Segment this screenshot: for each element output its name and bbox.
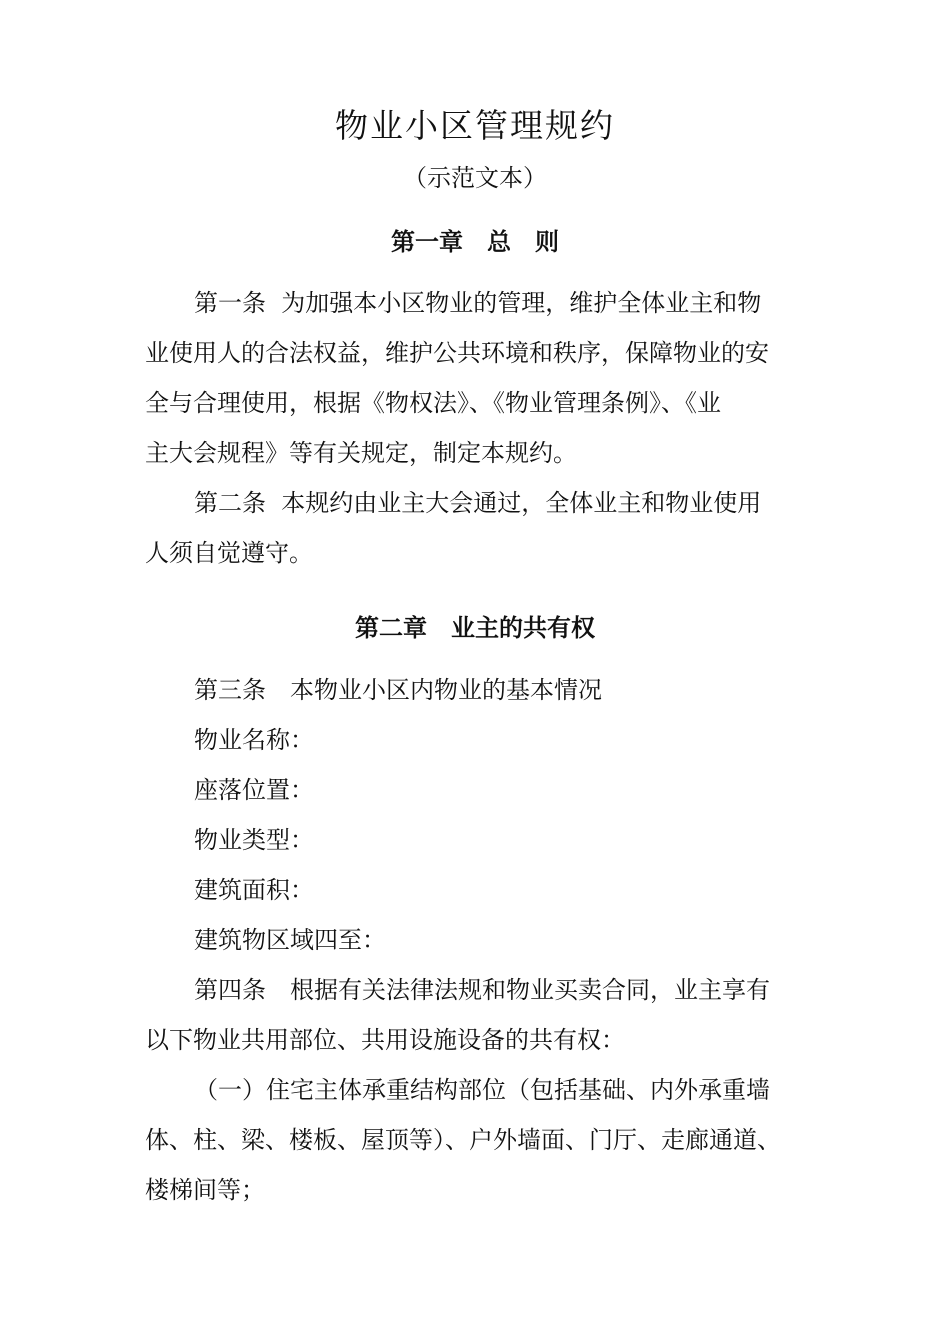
article-4-item-1-line-2: 体、柱、梁、楼板、屋顶等）、户外墙面、门厅、走廊通道、 — [145, 1126, 781, 1154]
building-area-field: 建筑面积： — [194, 876, 314, 904]
article-3-line-1: 第三条 本物业小区内物业的基本情况 — [194, 676, 602, 704]
property-name-field: 物业名称： — [194, 726, 314, 754]
article-4-item-1-line-3: 楼梯间等； — [145, 1176, 265, 1204]
article-4-line-2: 以下物业共用部位、共用设施设备的共有权： — [145, 1026, 625, 1054]
article-4-line-1: 第四条 根据有关法律法规和物业买卖合同，业主享有 — [194, 976, 770, 1004]
article-1-line-1: 第一条 为加强本小区物业的管理，维护全体业主和物 — [194, 289, 762, 317]
article-1-line-2: 业使用人的合法权益，维护公共环境和秩序，保障物业的安 — [145, 339, 769, 367]
building-bounds-field: 建筑物区域四至： — [194, 926, 386, 954]
document-title: 物业小区管理规约 — [335, 106, 615, 145]
chapter-2-heading: 第二章 业主的共有权 — [355, 614, 595, 642]
article-1-line-4: 主大会规程》等有关规定，制定本规约。 — [145, 439, 577, 467]
article-2-line-2: 人须自觉遵守。 — [145, 539, 313, 567]
document-subtitle: （示范文本） — [403, 164, 547, 192]
article-2-line-1: 第二条 本规约由业主大会通过，全体业主和物业使用 — [194, 489, 762, 517]
article-4-item-1-line-1: （一）住宅主体承重结构部位（包括基础、内外承重墙 — [194, 1076, 770, 1104]
chapter-1-heading: 第一章 总 则 — [391, 228, 559, 256]
article-1-line-3: 全与合理使用，根据《物权法》、《物业管理条例》、《业 — [145, 389, 721, 417]
property-location-field: 座落位置： — [194, 776, 314, 804]
property-type-field: 物业类型： — [194, 826, 314, 854]
